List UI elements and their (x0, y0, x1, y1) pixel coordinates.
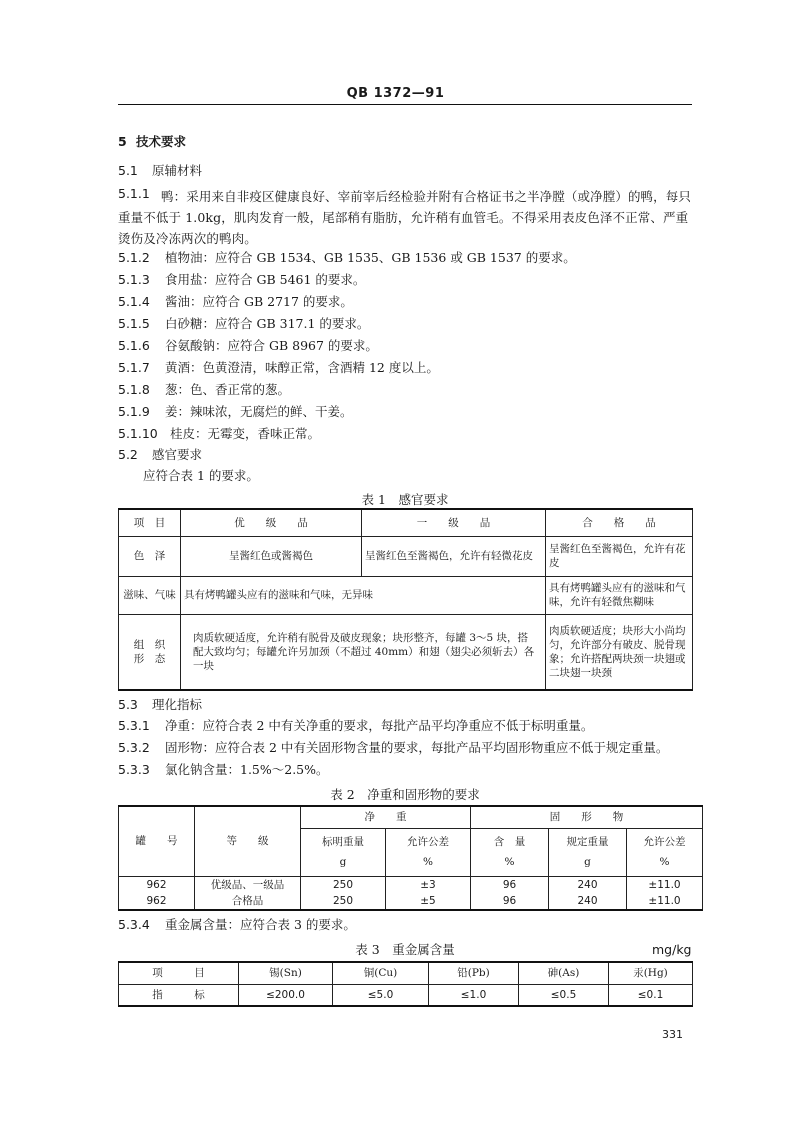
clause-text: 应符合表 1 的要求。 (143, 468, 259, 483)
section-number: 5 (118, 134, 127, 149)
clause-number: 5.3.2 (118, 740, 150, 755)
table1-cell: 呈酱红色至酱褐色，允许有轻微花皮 (362, 536, 546, 576)
table1-cell: 具有烤鸭罐头应有的滋味和气味，允许有轻微焦糊味 (546, 576, 693, 614)
clause-number: 5.2 (118, 447, 138, 462)
table1 (118, 508, 693, 691)
table2-subheader-unit: % (423, 856, 433, 868)
clause-text: 黄酒：色黄澄清，味醇正常，含酒精 12 度以上。 (165, 360, 439, 375)
table2-header: 固 形 物 (471, 806, 703, 828)
clause-number: 5.1.5 (118, 316, 150, 331)
header-rule (118, 104, 692, 105)
table3-cell: 指 标 (119, 984, 239, 1006)
table1-cell: 肉质软硬适度，允许稍有脱骨及破皮现象；块形整齐，每罐 3～5 块，搭配大致均匀；每罐允许另加颈（不超过 40mm）和翅（翅尖必须斩去）各一块 (181, 614, 546, 690)
clause-number: 5.1 (118, 163, 138, 178)
table1-header: 一 级 品 (362, 509, 546, 536)
table1-item: 滋味、气味 (119, 576, 181, 614)
clause-text: 氯化钠含量：1.5%～2.5%。 (165, 762, 329, 777)
page-number: 331 (662, 1028, 683, 1041)
table2-cell: 962 (119, 893, 195, 910)
clause-number: 5.1.4 (118, 294, 150, 309)
clause-text: 谷氨酸钠：应符合 GB 8967 的要求。 (165, 338, 378, 353)
table3-header: 锡(Sn) (239, 962, 333, 984)
table2-subheader (301, 828, 386, 876)
table2-cell: ±11.0 (627, 893, 703, 910)
table2-subheader-label: 允许公差 (643, 836, 686, 848)
table1-item-line: 组 织 (133, 638, 166, 651)
table2-header: 净 重 (301, 806, 471, 828)
table3-header: 砷(As) (519, 962, 609, 984)
clause-text: 酱油：应符合 GB 2717 的要求。 (165, 294, 353, 309)
clause-number: 5.1.10 (118, 426, 158, 441)
table3-header: 汞(Hg) (609, 962, 693, 984)
table2-cell: 240 (549, 876, 627, 893)
clause-title: 理化指标 (152, 697, 203, 712)
table3-cell: ≤0.1 (609, 984, 693, 1006)
clause-text: 净重：应符合表 2 中有关净重的要求，每批产品平均净重应不低于标明重量。 (165, 718, 594, 733)
table2-subheader-label: 标明重量 (322, 836, 364, 848)
table3-cell: ≤5.0 (333, 984, 429, 1006)
clause-number: 5.1.2 (118, 250, 150, 265)
clause-number: 5.1.1 (118, 186, 150, 201)
table2-cell: 240 (549, 893, 627, 910)
clause-title: 感官要求 (152, 447, 203, 462)
table2-cell: 962 (119, 876, 195, 893)
table2-cell: 250 (301, 893, 386, 910)
table3-cell: ≤200.0 (239, 984, 333, 1006)
standard-code: QB 1372—91 (346, 86, 445, 101)
table2-cell: 合格品 (195, 893, 301, 910)
clause-text: 固形物：应符合表 2 中有关固形物含量的要求，每批产品平均固形物重应不低于规定重量。 (165, 740, 669, 755)
table2-subheader-unit: % (504, 856, 515, 868)
table1-item-line: 形 态 (133, 652, 166, 665)
table1-header: 项 目 (119, 509, 181, 536)
clause-text: 植物油：应符合 GB 1534、GB 1535、GB 1536 或 GB 1537 的要求。 (165, 250, 576, 265)
table2-cell: 优级品、一级品 (195, 876, 301, 893)
clause-text: 食用盐：应符合 GB 5461 的要求。 (165, 272, 366, 287)
table2-cell: 250 (301, 876, 386, 893)
section-title: 技术要求 (136, 134, 187, 149)
table1-header: 合 格 品 (546, 509, 693, 536)
clause-number: 5.3.4 (118, 917, 150, 932)
table2-subheader (549, 828, 627, 876)
table1-caption: 表 1 感官要求 (361, 492, 449, 507)
table3 (118, 961, 693, 1007)
table2-subheader (627, 828, 703, 876)
table2-cell: 96 (471, 876, 549, 893)
table3-unit: mg/kg (652, 942, 692, 957)
clause-text: 白砂糖：应符合 GB 317.1 的要求。 (165, 316, 370, 331)
clause-number: 5.1.8 (118, 382, 150, 397)
table1-cell: 呈酱红色至酱褐色，允许有花皮 (546, 536, 693, 576)
table2-subheader-label: 规定重量 (566, 836, 609, 848)
clause-number: 5.1.3 (118, 272, 150, 287)
table3-header: 铜(Cu) (333, 962, 429, 984)
clause-number: 5.3.1 (118, 718, 150, 733)
table2-cell: 96 (471, 893, 549, 910)
clause-text: 葱：色、香正常的葱。 (165, 382, 291, 397)
clause-number: 5.1.7 (118, 360, 150, 375)
table1-item: 色 泽 (119, 536, 181, 576)
table2-cell: ±5 (386, 893, 471, 910)
table3-header: 项 目 (119, 962, 239, 984)
table2-subheader-label: 含 量 (493, 836, 526, 848)
table1-cell: 具有烤鸭罐头应有的滋味和气味，无异味 (181, 576, 546, 614)
table1-header: 优 级 品 (181, 509, 362, 536)
clause-title: 原辅材料 (152, 163, 203, 178)
table2-caption: 表 2 净重和固形物的要求 (330, 787, 480, 802)
clause-number: 5.1.9 (118, 404, 150, 419)
clause-text: 姜：辣味浓，无腐烂的鲜、干姜。 (165, 404, 353, 419)
table3-caption: 表 3 重金属含量 (355, 942, 455, 957)
table2-subheader-unit: g (339, 856, 347, 868)
table2-subheader (471, 828, 549, 876)
table2-subheader-unit: g (584, 856, 591, 868)
clause-text: 重金属含量：应符合表 3 的要求。 (165, 917, 356, 932)
table2-cell: ±3 (386, 876, 471, 893)
clause-number: 5.3.3 (118, 762, 150, 777)
clause-text: 桂皮：无霉变，香味正常。 (170, 426, 321, 441)
clause-number: 5.3 (118, 697, 138, 712)
table2-cell: ±11.0 (627, 876, 703, 893)
table3-header: 铅(Pb) (429, 962, 519, 984)
table1-item (119, 614, 181, 690)
table2 (118, 805, 703, 911)
table1-cell: 肉质软硬适度；块形大小尚均匀，允许部分有破皮、脱骨现象；允许搭配两块颈一块翅或二块翅一块颈 (546, 614, 693, 690)
table2-header: 罐 号 (119, 806, 195, 876)
clause-text: 鸭：采用来自非疫区健康良好、宰前宰后经检验并附有合格证书之半净膛（或净膛）的鸭，每只重量不低于 1.0kg，肌肉发育一般，尾部稍有脂肪，允许稍有血管毛。不得采用表皮色泽不正常、严重烫伤及冷冻两次的鸭肉。 (118, 189, 692, 246)
table2-subheader-label: 允许公差 (407, 836, 449, 848)
table3-cell: ≤1.0 (429, 984, 519, 1006)
table1-cell: 呈酱红色或酱褐色 (181, 536, 362, 576)
table3-cell: ≤0.5 (519, 984, 609, 1006)
table2-subheader-unit: % (659, 856, 670, 868)
table2-subheader (386, 828, 471, 876)
table2-header: 等 级 (195, 806, 301, 876)
clause-number: 5.1.6 (118, 338, 150, 353)
